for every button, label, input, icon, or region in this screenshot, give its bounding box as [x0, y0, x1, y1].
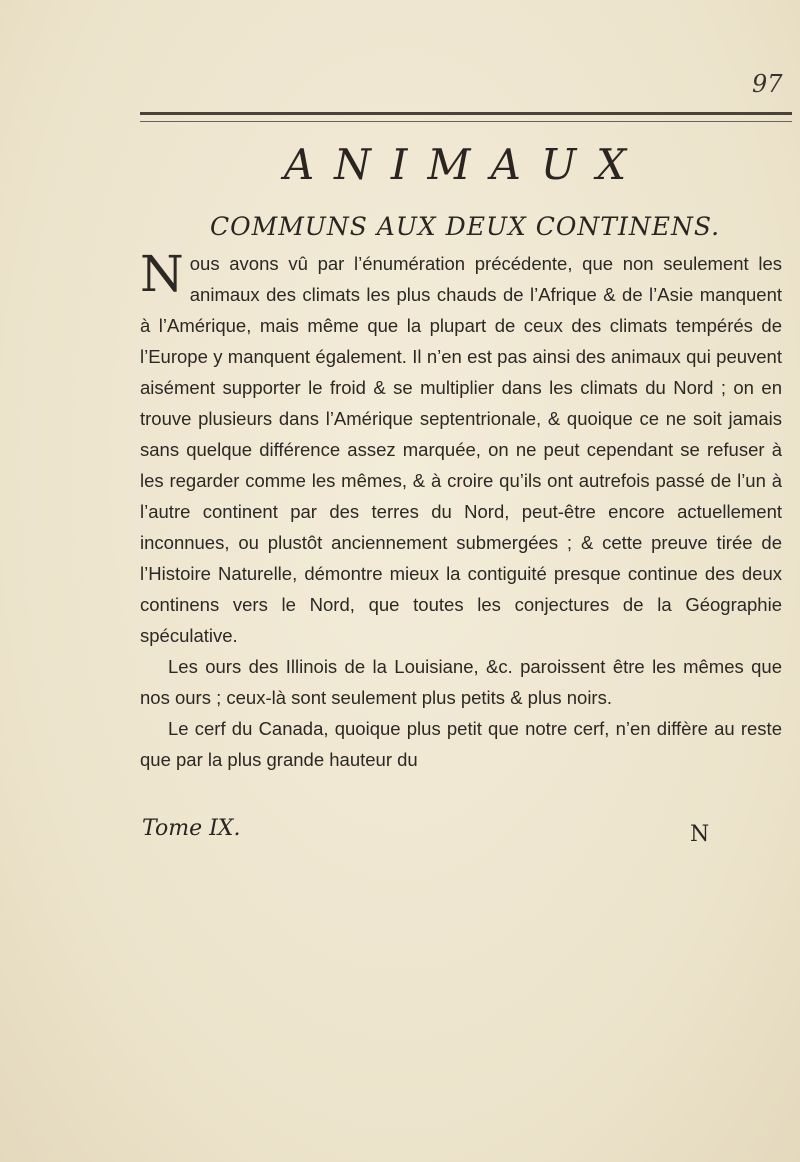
paragraph-1 — [140, 245, 782, 651]
volume-label: Tome IX. — [142, 816, 241, 841]
paragraph-1-text: ous avons vû par l’énumération précédente, que non seulement les animaux des climats les plus chauds de l’Afrique & de l’Asie manquent à l’Amérique, mais même que la plupart de ceux des climats tempérés de l’Europe y manquent également. Il n’en est pas ainsi des animaux qui peuvent aisément supporter le froid & se multiplier dans les climats du Nord ; on en trouve plusieurs dans l’Amérique septentrionale, & quoique ce ne soit jamais sans quelque différence assez marquée, on ne peut cependant se refuser à les regarder comme les mêmes, & à croire qu’ils ont autrefois passé de l’un à l’autre continent par des terres du Nord, peut-être encore actuellement inconnues, ou plustôt anciennement submergées ; & cette preuve tirée de l’Histoire Naturelle, démontre mieux la contiguité presque continue des deux continens vers le Nord, que toutes les conjectures de la Géographie spéculative. — [140, 253, 782, 646]
signature-mark: N — [690, 822, 710, 847]
page-number: 97 — [752, 70, 783, 98]
paragraph-3: Le cerf du Canada, quoique plus petit que notre cerf, n’en diffère au reste que par la plus grande hauteur du — [140, 718, 782, 770]
paragraph-2: Les ours des Illinois de la Louisiane, &c. paroissent être les mêmes que nos ours ; ceux-là sont seulement plus petits & plus noirs. — [140, 656, 782, 708]
chapter-subtitle: COMMUNS AUX DEUX CONTINENS. — [209, 212, 721, 241]
chapter-title: ANIMAUX — [283, 140, 647, 189]
drop-cap: N — [140, 245, 184, 303]
header-rule — [140, 112, 792, 122]
body-text — [140, 245, 782, 775]
